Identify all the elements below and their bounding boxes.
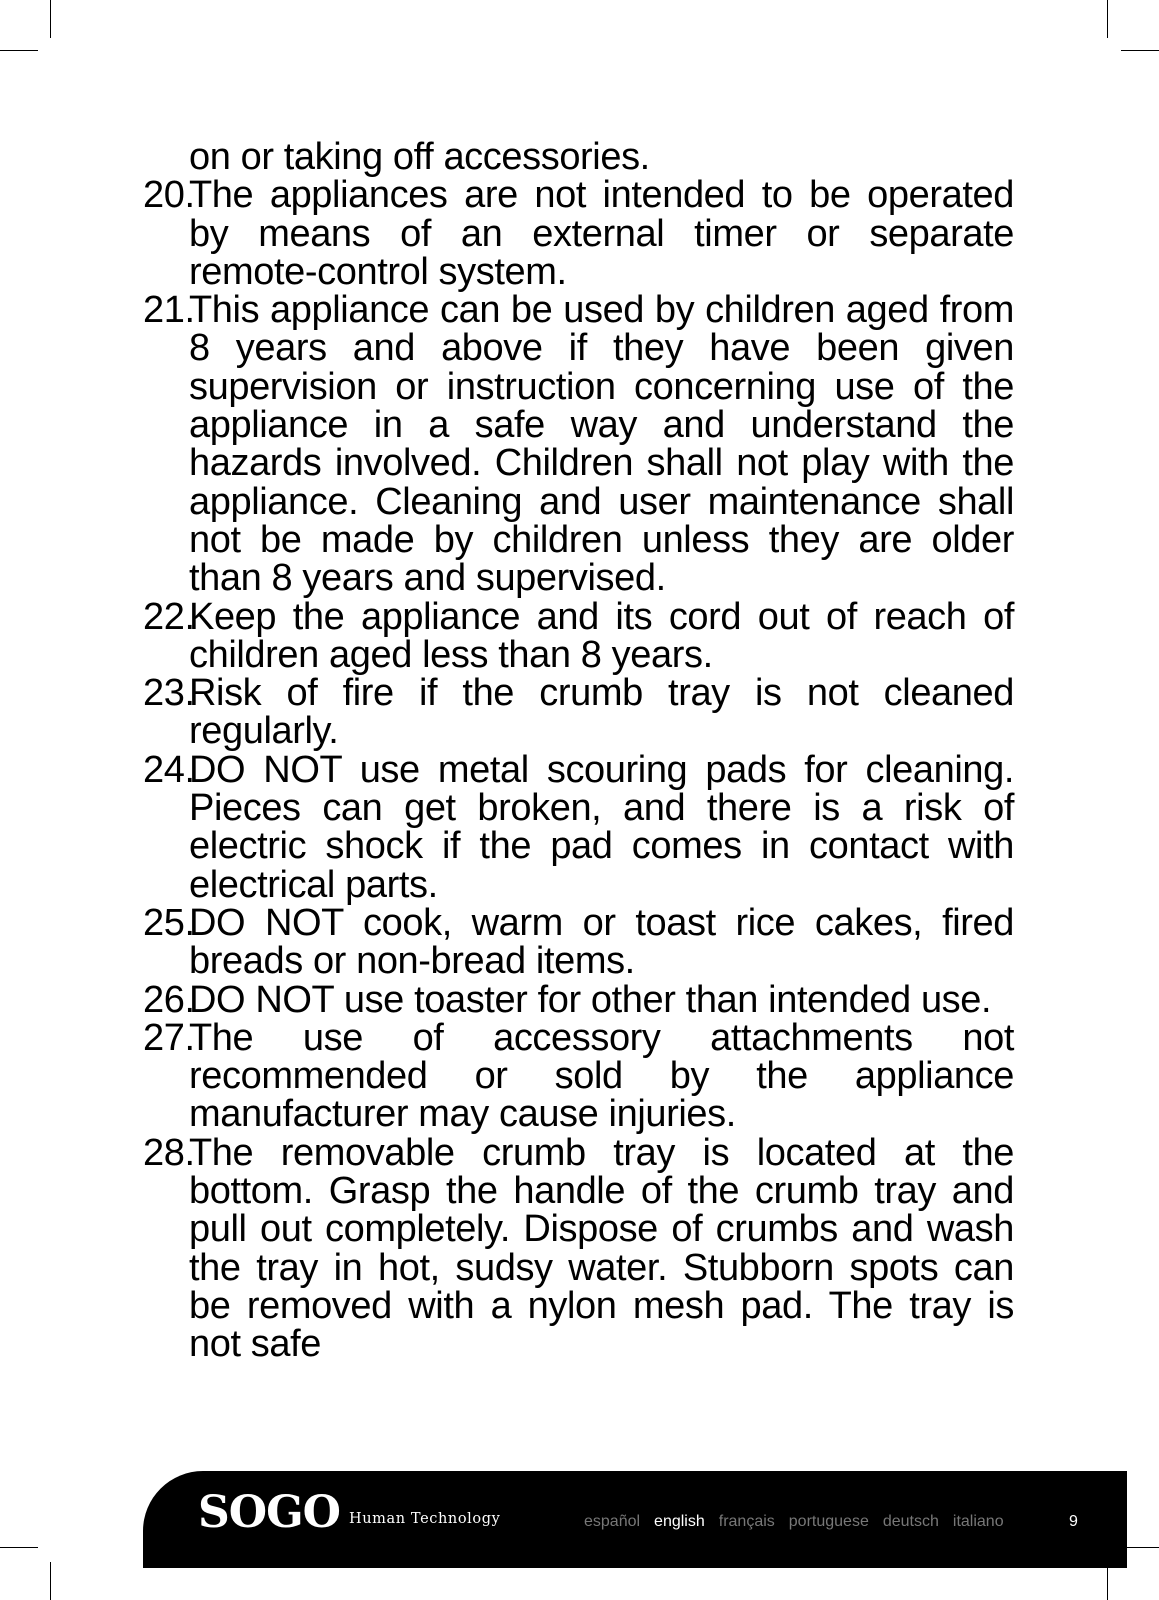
item-number: 22.: [143, 595, 195, 638]
crop-mark: [0, 50, 38, 51]
item-number: 21.: [143, 289, 195, 332]
crop-mark: [1107, 0, 1108, 38]
item-text: Keep the appliance and its cord out of reach of children aged less than 8 years.: [189, 595, 1014, 676]
item-text: DO NOT use metal scouring pads for cleaning. Pieces can get broken, and there is a risk of electric shock if the pad comes in contact with electrical parts.: [189, 748, 1014, 906]
language-link-english[interactable]: english: [654, 1513, 705, 1530]
item-number: 28.: [143, 1131, 195, 1174]
page-footer: [143, 1471, 1127, 1568]
language-nav: [584, 1513, 1004, 1531]
item-number: 25.: [143, 901, 195, 944]
item-text: Risk of fire if the crumb tray is not cleaned regularly.: [189, 672, 1014, 753]
item-number: 26.: [143, 978, 195, 1021]
language-link-francais[interactable]: français: [718, 1513, 775, 1530]
item-text: The appliances are not intended to be operated by means of an external timer or separate remote-control system.: [189, 174, 1014, 293]
language-link-deutsch[interactable]: deutsch: [882, 1513, 939, 1530]
item-text: The use of accessory attachments not recommended or sold by the appliance manufacturer may cause injuries.: [189, 1016, 1014, 1136]
crop-mark: [0, 1547, 38, 1548]
language-link-portuguese[interactable]: portuguese: [788, 1513, 869, 1530]
page-number: 9: [1069, 1513, 1078, 1530]
list-item: [143, 138, 1014, 176]
item-number: 20.: [143, 174, 195, 217]
list-item: [143, 748, 1014, 906]
item-text: This appliance can be used by children aged from 8 years and above if they have been given supervision or instruction concerning use of the appliance in a safe way and understand the hazards involved. Children shall not play with the appliance. Cleaning and user maintenance shall not be made by children unless they are older than 8 years and supervised.: [189, 289, 1014, 600]
brand-logo: SOGO: [198, 1487, 341, 1538]
list-item: [143, 978, 1014, 1021]
list-item: [143, 1016, 1014, 1136]
safety-instructions: [143, 138, 1014, 1364]
crop-mark: [50, 0, 51, 38]
list-item: [143, 176, 1014, 291]
item-text: The removable crumb tray is located at the bottom. Grasp the handle of the crumb tray and pull out completely. Dispose of crumbs and wash the tray in hot, sudsy water. Stubborn spots can be removed with a nylon mesh pad. The tray is not safe: [189, 1131, 1014, 1366]
item-number: 27.: [143, 1016, 195, 1059]
item-number: 24.: [143, 748, 195, 791]
language-link-italiano[interactable]: italiano: [952, 1513, 1004, 1530]
list-item: [143, 901, 1014, 983]
language-link-espanol[interactable]: español: [584, 1513, 641, 1530]
crop-mark: [1121, 50, 1159, 51]
list-item: [143, 1131, 1014, 1366]
brand-tagline: Human Technology: [349, 1511, 501, 1527]
item-text: DO NOT cook, warm or toast rice cakes, fired breads or non-bread items.: [189, 901, 1014, 983]
crop-mark: [50, 1562, 51, 1600]
item-text: DO NOT use toaster for other than intended use.: [189, 978, 992, 1021]
item-number: 23.: [143, 672, 195, 715]
item-text: on or taking off accessories.: [189, 136, 650, 178]
list-item: [143, 289, 1014, 600]
list-item: [143, 674, 1014, 751]
list-item: [143, 595, 1014, 676]
